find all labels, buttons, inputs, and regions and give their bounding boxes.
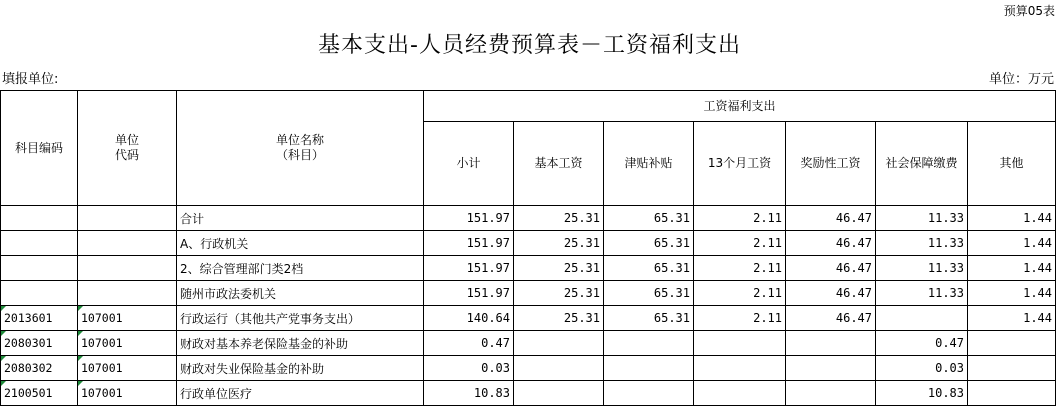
cell-allowance[interactable]: 65.31 [604, 206, 694, 231]
cell-13th-month[interactable]: 2.11 [694, 306, 786, 331]
cell-unit-name[interactable]: 财政对基本养老保险基金的补助 [177, 331, 424, 356]
text-format-marker-icon [78, 356, 83, 361]
cell-incentive[interactable] [786, 331, 876, 356]
form-number: 预算05表 [1003, 4, 1055, 18]
cell-13th-month[interactable]: 2.11 [694, 256, 786, 281]
header-subject-code: 科目编码 [1, 91, 78, 206]
cell-subtotal[interactable]: 151.97 [424, 231, 514, 256]
cell-other[interactable] [968, 381, 1056, 406]
text-format-marker-icon [78, 381, 83, 386]
cell-other[interactable]: 1.44 [968, 281, 1056, 306]
header-wage-welfare: 工资福利支出 [424, 91, 1056, 122]
cell-allowance[interactable]: 65.31 [604, 306, 694, 331]
text-format-marker-icon [1, 381, 6, 386]
cell-subtotal[interactable]: 151.97 [424, 206, 514, 231]
subject-code-text: 2013601 [4, 311, 53, 325]
cell-basic-wage[interactable]: 25.31 [514, 231, 604, 256]
cell-13th-month[interactable] [694, 381, 786, 406]
cell-other[interactable] [968, 331, 1056, 356]
table-row [1, 231, 1056, 256]
page-title: 基本支出-人员经费预算表－工资福利支出 [318, 33, 741, 58]
cell-unit-name[interactable]: 行政单位医疗 [177, 381, 424, 406]
cell-social-security[interactable]: 0.03 [876, 356, 968, 381]
subject-code-text: 2100501 [4, 386, 53, 400]
subject-code-text: 2080301 [4, 336, 53, 350]
table-row [1, 356, 1056, 381]
cell-unit-code[interactable] [78, 381, 177, 406]
header-unit-name: 单位名称 （科目） [177, 91, 424, 206]
cell-subtotal[interactable]: 140.64 [424, 306, 514, 331]
cell-basic-wage[interactable] [514, 356, 604, 381]
cell-subject-code[interactable] [1, 381, 78, 406]
currency-unit-label: 单位：万元 [988, 72, 1054, 87]
cell-unit-code[interactable] [78, 356, 177, 381]
cell-other[interactable]: 1.44 [968, 231, 1056, 256]
cell-social-security[interactable] [876, 306, 968, 331]
unit-code-text: 107001 [81, 336, 123, 350]
cell-basic-wage[interactable]: 25.31 [514, 306, 604, 331]
cell-unit-code[interactable] [78, 306, 177, 331]
cell-incentive[interactable] [786, 381, 876, 406]
subject-code-text: 2080302 [4, 361, 53, 375]
cell-13th-month[interactable] [694, 331, 786, 356]
cell-other[interactable]: 1.44 [968, 256, 1056, 281]
cell-other[interactable] [968, 356, 1056, 381]
cell-social-security[interactable]: 11.33 [876, 256, 968, 281]
table-row [1, 206, 1056, 231]
cell-subtotal[interactable]: 151.97 [424, 256, 514, 281]
cell-incentive[interactable]: 46.47 [786, 231, 876, 256]
cell-allowance[interactable] [604, 356, 694, 381]
header-unit-code: 单位 代码 [78, 91, 177, 206]
text-format-marker-icon [78, 331, 83, 336]
header-col-social-security: 社会保障缴费 [876, 122, 968, 206]
cell-unit-name[interactable]: 财政对失业保险基金的补助 [177, 356, 424, 381]
header-col-13th-month: 13个月工资 [694, 122, 786, 206]
cell-social-security[interactable]: 11.33 [876, 206, 968, 231]
header-col-subtotal: 小计 [424, 122, 514, 206]
cell-unit-name[interactable]: 2、综合管理部门类2档 [177, 256, 424, 281]
cell-13th-month[interactable]: 2.11 [694, 281, 786, 306]
cell-allowance[interactable] [604, 381, 694, 406]
cell-basic-wage[interactable] [514, 381, 604, 406]
header-row-group [1, 91, 1056, 122]
cell-social-security[interactable]: 11.33 [876, 231, 968, 256]
cell-subject-code[interactable] [1, 281, 78, 306]
table-row [1, 256, 1056, 281]
cell-subtotal[interactable]: 10.83 [424, 381, 514, 406]
cell-subject-code[interactable] [1, 306, 78, 331]
cell-social-security[interactable]: 11.33 [876, 281, 968, 306]
cell-incentive[interactable]: 46.47 [786, 281, 876, 306]
header-col-other: 其他 [968, 122, 1056, 206]
cell-unit-name[interactable]: A、行政机关 [177, 231, 424, 256]
cell-13th-month[interactable]: 2.11 [694, 206, 786, 231]
table-row [1, 281, 1056, 306]
cell-incentive[interactable]: 46.47 [786, 256, 876, 281]
cell-unit-code[interactable] [78, 231, 177, 256]
cell-subtotal[interactable]: 151.97 [424, 281, 514, 306]
header-col-incentive: 奖励性工资 [786, 122, 876, 206]
cell-other[interactable]: 1.44 [968, 306, 1056, 331]
cell-subject-code[interactable] [1, 356, 78, 381]
cell-basic-wage[interactable] [514, 331, 604, 356]
cell-subject-code[interactable] [1, 206, 78, 231]
cell-basic-wage[interactable]: 25.31 [514, 206, 604, 231]
text-format-marker-icon [78, 306, 83, 311]
cell-subject-code[interactable] [1, 256, 78, 281]
text-format-marker-icon [1, 306, 6, 311]
table-row [1, 331, 1056, 356]
cell-allowance[interactable]: 65.31 [604, 281, 694, 306]
cell-unit-name[interactable]: 随州市政法委机关 [177, 281, 424, 306]
table-body [1, 91, 1056, 406]
cell-incentive[interactable] [786, 356, 876, 381]
cell-basic-wage[interactable]: 25.31 [514, 281, 604, 306]
cell-incentive[interactable]: 46.47 [786, 306, 876, 331]
unit-code-text: 107001 [81, 386, 123, 400]
budget-table [0, 90, 1056, 406]
cell-social-security[interactable]: 0.47 [876, 331, 968, 356]
cell-subject-code[interactable] [1, 231, 78, 256]
cell-basic-wage[interactable]: 25.31 [514, 256, 604, 281]
cell-subtotal[interactable]: 0.47 [424, 331, 514, 356]
cell-13th-month[interactable] [694, 356, 786, 381]
header-col-allowance: 津贴补贴 [604, 122, 694, 206]
cell-incentive[interactable]: 46.47 [786, 206, 876, 231]
cell-unit-code[interactable] [78, 256, 177, 281]
table-row [1, 381, 1056, 406]
unit-code-text: 107001 [81, 311, 123, 325]
cell-social-security[interactable]: 10.83 [876, 381, 968, 406]
filler-unit-label: 填报单位: [2, 72, 59, 87]
text-format-marker-icon [1, 331, 6, 336]
table-row [1, 306, 1056, 331]
cell-unit-name[interactable]: 合计 [177, 206, 424, 231]
header-col-basic-wage: 基本工资 [514, 122, 604, 206]
cell-subtotal[interactable]: 0.03 [424, 356, 514, 381]
cell-unit-code[interactable] [78, 281, 177, 306]
cell-allowance[interactable] [604, 331, 694, 356]
cell-unit-name[interactable]: 行政运行（其他共产党事务支出） [177, 306, 424, 331]
unit-code-text: 107001 [81, 361, 123, 375]
cell-allowance[interactable]: 65.31 [604, 231, 694, 256]
cell-unit-code[interactable] [78, 206, 177, 231]
cell-13th-month[interactable]: 2.11 [694, 231, 786, 256]
cell-allowance[interactable]: 65.31 [604, 256, 694, 281]
cell-other[interactable]: 1.44 [968, 206, 1056, 231]
cell-subject-code[interactable] [1, 331, 78, 356]
text-format-marker-icon [1, 356, 6, 361]
cell-unit-code[interactable] [78, 331, 177, 356]
